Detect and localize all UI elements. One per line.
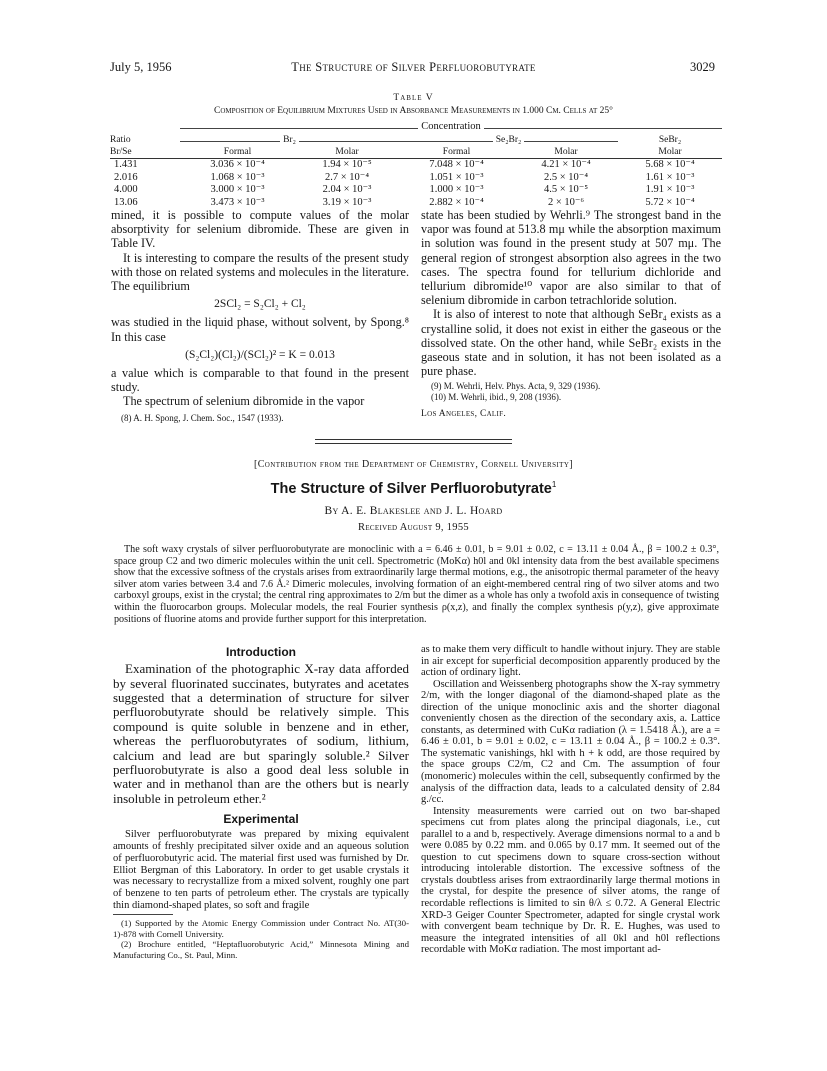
paragraph: Oscillation and Weissenberg photographs show the X-ray symmetry 2/m, with the longer diagonal of the diamond-shaped plate as the direction of the unique monoclinic axis and the shorter diagonal conveniently chosen as the direction of the secondary axis, a. Lattice constants, as determined with CuKα radiation (λ = 1.5418 Å.), are a = 6.46 ± 0.01, b = 9.01 ± 0.02, c = 13.11 ± 0.04 Å., β = 100.2 ± 0.3°. The systematic vanishings, hkl with h + k odd, are those required by the space groups C2/m, C2 and Cm. The assumption of four (monomeric) molecules within the cell, subsequently confirmed by the analysis of the diffraction data, leads to a calculated density of 2.84 g./cc. [421,678,720,806]
paragraph: mined, it is possible to compute values of the molar absorptivity for selenium dibromide. These are given in Table IV. [111,208,409,251]
footnote-rule [113,914,173,915]
table-cell: 5.68 × 10⁻⁴ [645,159,695,170]
table-cell: 1.431 [114,159,138,170]
header-br2: Br₂ [280,135,299,145]
table-caption-block [100,92,727,118]
table-cell: 4.5 × 10⁻⁵ [544,184,589,195]
top-left-column [111,208,409,424]
table-row [110,184,722,197]
table-cell: 1.91 × 10⁻³ [645,184,695,195]
section-heading-introduction: Introduction [226,645,296,659]
header-date: July 5, 1956 [110,60,172,74]
section-heading-experimental: Experimental [223,812,299,827]
footnote: (8) A. H. Spong, J. Chem. Soc., 1547 (1933). [121,412,284,423]
header-ratio: Ratio [110,134,131,145]
table-cell: 1.94 × 10⁻⁵ [322,159,372,170]
header-title: The Structure of Silver Perfluorobutyrate [291,60,536,74]
separator-rule [315,439,512,440]
table-cell: 1.068 × 10⁻³ [210,171,265,183]
footnote: (2) Brochure entitled, “Heptafluorobutyric Acid,” Minnesota Mining and Manufacturing Co., St. Paul, Minn. [113,939,409,960]
paragraph: was studied in the liquid phase, without solvent, by Spong.⁸ In this case [111,315,409,344]
bottom-left-column [113,645,409,960]
paragraph: Intensity measurements were carried out on two bar-shaped specimens cut from plates along the principal diagonals, i.e., cut parallel to a and b, respectively. Average dimensions normal to a and b were 0.085 by 0.22 mm. and 0.065 by 0.17 mm. It seemed out of the question to cut specimens down to square cross-section without introducing intolerable distortion. The excessive softness of the crystals doubtless arises from extraordinarily large thermal motions in the crystal, for despite the presence of silver atoms, the range of recordable reflections is limited to sin θ/λ ≤ 0.72. A General Electric XRD-3 Geiger Counter Spectrometer, adapted for single crystal work with convergent beam technique by Dr. R. E. Hughes, was used to measure the integrated intensities of all 0kl and h0l reflections recordable with MoKα radiation. The most important ad- [421,805,720,956]
footnote: (1) Supported by the Atomic Energy Commission under Contract No. AT(30-1)-878 with Cornell University. [113,918,409,939]
paragraph: Examination of the photographic X-ray data afforded by several fluorinated succinates, butyrates and acetates suggested that a determination of structure for silver perfluorobutyrate should be relatively simple. This compound is quite soluble in benzene and in ether, whereas the perfluorobutyrates of sodium, lithium, calcium and lead are but sparingly soluble.² Silver perfluorobutyrate is also a good deal less soluble in water and in methanol than are the others but is nearly insoluble in petroleum ether.² [113,661,409,806]
header-ratio-sub: Br/Se [110,146,180,159]
footnote: (10) M. Wehrli, ibid., 9, 208 (1936). [431,392,562,403]
table-number: Table V [393,93,434,103]
signature: Los Angeles, Calif. [421,409,507,420]
received-date: Received August 9, 1955 [358,522,469,533]
table-cell: 3.036 × 10⁻⁴ [210,159,265,170]
equilibrium-table [110,120,722,209]
table-cell: 1.051 × 10⁻³ [429,171,484,183]
paragraph: Silver perfluorobutyrate was prepared by mixing equivalent amounts of freshly precipitated silver oxide and an aqueous solution of perfluorobutyric acid. The material first used was furnished by Dr. Elliot Bergman of this Laboratory. In order to get usable crystals it was necessary to recrystallize from a mixed solvent, roughly one part of benzene to ten parts of petroleum ether. The crystals are typically thin diamond-shaped plates, so soft and fragile [113,829,409,911]
article-title-text: The Structure of Silver Perfluorobutyrate [270,480,552,497]
article-title [0,480,827,497]
table-cell: 4.000 [114,184,138,195]
header-concentration: Concentration [418,121,483,132]
table-cell: 4.21 × 10⁻⁴ [541,159,591,170]
table-cell: 2.5 × 10⁻⁴ [544,171,589,183]
header-formal: Formal [180,146,295,159]
authors: By A. E. Blakeslee and J. L. Hoard [324,505,503,517]
table-cell: 1.61 × 10⁻³ [645,171,695,183]
paragraph: as to make them very difficult to handle without injury. They are stable in air except for superficial decomposition apparently produced by the action of ordinary light. [421,644,720,679]
equation: 2SCl₂ = S₂Cl₂ + Cl₂ [214,298,306,311]
table-cell: 3.473 × 10⁻³ [210,196,265,208]
table-caption: Composition of Equilibrium Mixtures Used in Absorbance Measurements in 1.000 Cm. Cells at 25° [214,106,613,116]
bottom-right-column [421,644,720,956]
table-cell: 2.04 × 10⁻³ [322,184,372,195]
separator-rule [315,443,512,444]
contribution-line: [Contribution from the Department of Chemistry, Cornell University] [253,459,573,470]
table-cell: 1.000 × 10⁻³ [429,184,484,195]
paragraph: It is interesting to compare the results of the present study with those on related systems and molecules in the literature. The equilibrium [111,250,409,294]
running-head [0,60,827,80]
table-cell: 7.048 × 10⁻⁴ [429,159,484,170]
abstract: The soft waxy crystals of silver perfluorobutyrate are monoclinic with a = 6.46 ± 0.01, b = 9.01 ± 0.02, c = 13.11 ± 0.04 Å., β = 100.2 ± 0.3°, space group C2 and two dimeric molecules within the unit cell. Spectrometric (MoKα) h0l and 0kl intensity data from the best available specimens show that the excessive softness of the crystals arises from extraordinarily large thermal motions, e.g., the anisotropic thermal parameter of the heavy silver atom varies between 3.4 and 7.6 Å.² Dimeric molecules, involving formation of an eight-membered central ring of two silver atoms and two carboxyl groups, exist in the crystal; the central ring approximates to 2/m but the dimer as a whole has only a twofold axis in consequence of twisting within the fluorocarbon groups. Molecular models, the real Fourier synthesis ρ(x,z), and finally the complex synthesis ρ(y,z), give approximate positions of fluorine atoms and provide further support for this interpretation. [114,544,719,625]
table-cell: 3.000 × 10⁻³ [210,184,265,195]
table-cell: 2.882 × 10⁻⁴ [429,196,484,208]
paragraph: a value which is comparable to that found in the present study. [111,366,409,395]
top-right-column [421,208,721,422]
table-cell: 2.016 [114,171,138,183]
page-number: 3029 [690,60,715,74]
header-molar: Molar [295,146,399,159]
header-molar: Molar [618,146,722,159]
paragraph: The spectrum of selenium dibromide in the vapor [123,394,365,409]
table-cell: 3.19 × 10⁻³ [322,196,372,208]
table-row [110,159,722,172]
paragraph: It is also of interest to note that although SeBr₄ exists as a crystalline solid, it does not exist in either the gaseous or the dissolved state. On the other hand, while SeBr₂ exists in the gaseous state and in solution, it has not been isolated as a pure phase. [421,307,721,379]
table-cell: 2 × 10⁻⁶ [547,196,585,208]
table-cell: 13.06 [114,196,138,208]
header-formal: Formal [399,146,514,159]
table-cell: 2.7 × 10⁻⁴ [325,171,370,183]
footnote: (9) M. Wehrli, Helv. Phys. Acta, 9, 329 (1936). [431,381,601,392]
header-se2br2: Se₂Br₂ [493,135,525,145]
paragraph: state has been studied by Wehrli.⁹ The strongest band in the vapor was found at 513.8 mμ while the absorption maximum in solution was found in the present study at 507 mμ. The general region of strongest absorption also agrees in the two cases. The spectra found for tellurium dichloride and tellurium dibromide¹⁰ vapor are also similar to that of selenium dibromide in carbon tetrachloride solution. [421,208,721,308]
header-sebr2: SeBr₂ [658,134,682,145]
table-row [110,172,722,185]
equation: (S₂Cl₂)(Cl₂)/(SCl₂)² = K = 0.013 [185,348,335,361]
table-cell: 5.72 × 10⁻⁴ [645,196,695,208]
title-footnote-mark: 1 [551,480,557,489]
header-molar: Molar [514,146,618,159]
